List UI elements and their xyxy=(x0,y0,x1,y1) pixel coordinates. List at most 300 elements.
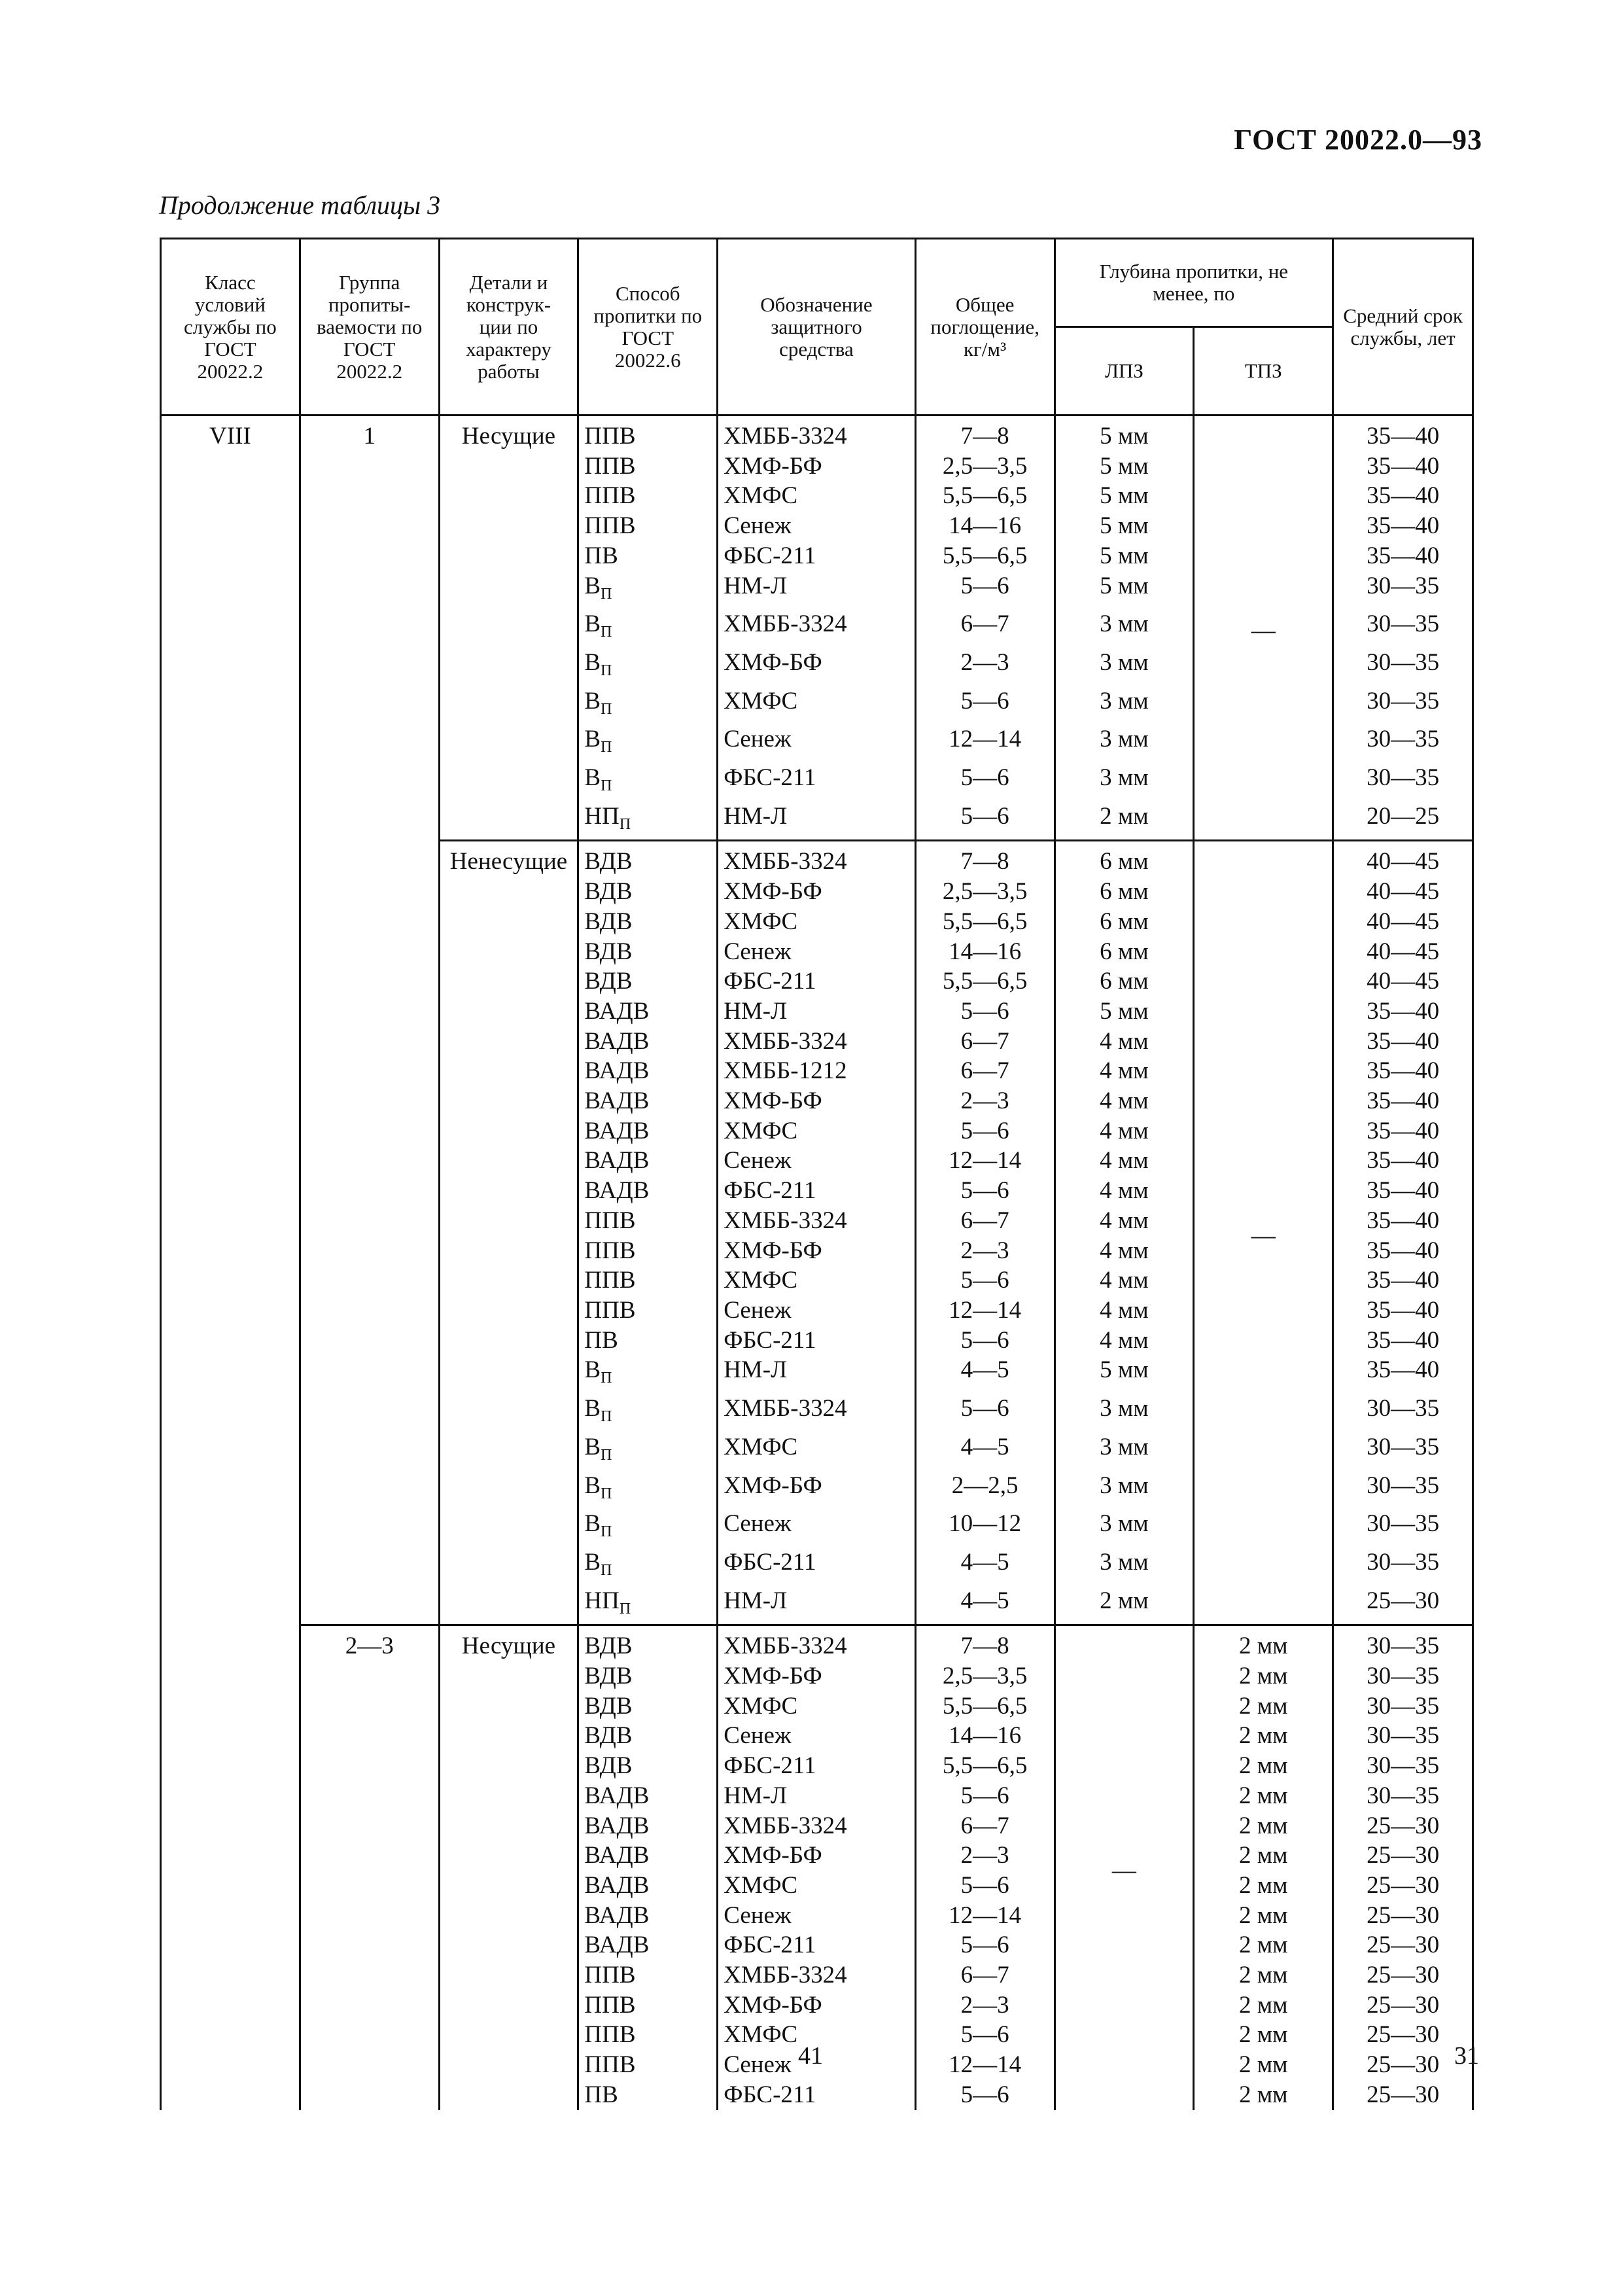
cell-agent: ФБС-211 xyxy=(718,1176,916,1206)
method-text: В xyxy=(584,1548,601,1576)
cell-agent: ХМББ-3324 xyxy=(718,1625,916,1661)
method-text: ППВ xyxy=(584,2021,636,2049)
cell-lpz: 3 мм xyxy=(1055,1509,1194,1547)
header-method: Способ пропитки по ГОСТ 20022.6 xyxy=(578,239,718,415)
table-row xyxy=(161,1625,1473,1661)
method-subscript: П xyxy=(619,1600,631,1617)
cell-absorption: 12—14 xyxy=(915,1901,1055,1931)
method-text: ВАДВ xyxy=(584,1057,650,1085)
cell-absorption: 2—3 xyxy=(915,648,1055,686)
method-text: ППВ xyxy=(584,1267,636,1294)
cell-absorption: 12—14 xyxy=(915,1296,1055,1326)
cell-lpz: 5 мм xyxy=(1055,451,1194,482)
cell-agent: ХМФ-БФ xyxy=(718,1661,916,1691)
cell-agent: ФБС-211 xyxy=(718,1326,916,1356)
cell-absorption: 14—16 xyxy=(915,1721,1055,1751)
cell-method xyxy=(578,1116,718,1146)
method-text: ВДВ xyxy=(584,1692,633,1720)
cell-agent: ФБС-211 xyxy=(718,763,916,802)
impregnation-table xyxy=(160,238,1474,2110)
cell-absorption: 5—6 xyxy=(915,2020,1055,2050)
method-text: ВАДВ xyxy=(584,1901,650,1929)
cell-lpz: 3 мм xyxy=(1055,1471,1194,1510)
cell-agent: ХМФС xyxy=(718,1432,916,1471)
cell-absorption: 6—7 xyxy=(915,1056,1055,1086)
cell-agent: ФБС-211 xyxy=(718,541,916,571)
cell-lpz-dash: — xyxy=(1055,1625,1194,2110)
cell-lpz: 3 мм xyxy=(1055,686,1194,725)
cell-absorption: 2—3 xyxy=(915,1990,1055,2021)
cell-agent: ХМФ-БФ xyxy=(718,877,916,907)
cell-lpz: 6 мм xyxy=(1055,937,1194,967)
cell-agent: Сенеж xyxy=(718,1901,916,1931)
cell-absorption: 5—6 xyxy=(915,1871,1055,1901)
method-text: ВДВ xyxy=(584,1722,633,1750)
cell-life: 35—40 xyxy=(1333,1265,1473,1296)
cell-absorption: 5—6 xyxy=(915,1781,1055,1811)
method-text: В xyxy=(584,1472,601,1499)
cell-tpz: 2 мм xyxy=(1194,1960,1333,1990)
cell-lpz: 2 мм xyxy=(1055,802,1194,841)
cell-tpz: 2 мм xyxy=(1194,1990,1333,2021)
cell-lpz: 6 мм xyxy=(1055,966,1194,997)
cell-lpz: 5 мм xyxy=(1055,421,1194,451)
cell-tpz: 2 мм xyxy=(1194,1661,1333,1691)
method-text: ВАДВ xyxy=(584,1177,650,1205)
cell-lpz: 2 мм xyxy=(1055,1586,1194,1625)
method-subscript: П xyxy=(619,815,631,833)
method-text: ВАДВ xyxy=(584,1932,650,1959)
cell-tpz: 2 мм xyxy=(1194,1781,1333,1811)
cell-agent: ХМФ-БФ xyxy=(718,1236,916,1266)
cell-lpz: 6 мм xyxy=(1055,841,1194,877)
cell-absorption: 5—6 xyxy=(915,763,1055,802)
cell-absorption: 6—7 xyxy=(915,1960,1055,1990)
cell-absorption: 5—6 xyxy=(915,571,1055,610)
cell-agent: ХМББ-3324 xyxy=(718,841,916,877)
cell-absorption: 6—7 xyxy=(915,1027,1055,1057)
method-text: ППВ xyxy=(584,1296,636,1324)
cell-life: 20—25 xyxy=(1333,802,1473,841)
cell-method xyxy=(578,2080,718,2110)
method-text: ППВ xyxy=(584,1207,636,1234)
cell-life: 35—40 xyxy=(1333,1146,1473,1176)
cell-agent: НМ-Л xyxy=(718,802,916,841)
cell-method xyxy=(578,648,718,686)
cell-absorption: 12—14 xyxy=(915,2050,1055,2080)
cell-method xyxy=(578,724,718,763)
cell-method xyxy=(578,451,718,482)
page-number-center: 41 xyxy=(798,2042,823,2070)
cell-lpz: 5 мм xyxy=(1055,511,1194,541)
method-text: ВДВ xyxy=(584,878,633,906)
cell-life: 40—45 xyxy=(1333,877,1473,907)
cell-lpz: 3 мм xyxy=(1055,1394,1194,1432)
cell-lpz: 6 мм xyxy=(1055,907,1194,937)
header-depth: Глубина пропитки, не менее, по xyxy=(1055,239,1333,327)
cell-life: 30—35 xyxy=(1333,1751,1473,1781)
cell-method xyxy=(578,1086,718,1116)
cell-absorption: 4—5 xyxy=(915,1586,1055,1625)
cell-life: 35—40 xyxy=(1333,1236,1473,1266)
cell-lpz: 4 мм xyxy=(1055,1206,1194,1236)
cell-life: 35—40 xyxy=(1333,451,1473,482)
method-text: ВДВ xyxy=(584,1633,633,1660)
cell-method xyxy=(578,937,718,967)
cell-life: 40—45 xyxy=(1333,907,1473,937)
cell-lpz: 4 мм xyxy=(1055,1116,1194,1146)
cell-method xyxy=(578,1471,718,1510)
cell-agent: Сенеж xyxy=(718,1296,916,1326)
cell-method xyxy=(578,1146,718,1176)
cell-agent: ФБС-211 xyxy=(718,2080,916,2110)
cell-life: 35—40 xyxy=(1333,1296,1473,1326)
cell-method xyxy=(578,841,718,877)
cell-tpz: 2 мм xyxy=(1194,1691,1333,1722)
cell-life: 35—40 xyxy=(1333,481,1473,511)
method-text: ВАДВ xyxy=(584,1147,650,1174)
cell-method xyxy=(578,1751,718,1781)
cell-method xyxy=(578,1394,718,1432)
cell-life: 25—30 xyxy=(1333,1586,1473,1625)
cell-agent: НМ-Л xyxy=(718,1781,916,1811)
cell-agent: НМ-Л xyxy=(718,1355,916,1394)
cell-method xyxy=(578,1871,718,1901)
header-absorption: Общее поглощение, кг/м³ xyxy=(915,239,1055,415)
cell-absorption: 5—6 xyxy=(915,997,1055,1027)
cell-lpz: 4 мм xyxy=(1055,1086,1194,1116)
page-number-right: 31 xyxy=(1454,2042,1479,2070)
cell-life: 30—35 xyxy=(1333,1509,1473,1547)
cell-life: 30—35 xyxy=(1333,1394,1473,1432)
method-text: ППВ xyxy=(584,452,636,480)
cell-agent: ХМББ-1212 xyxy=(718,1056,916,1086)
cell-life: 25—30 xyxy=(1333,1901,1473,1931)
cell-absorption: 2—2,5 xyxy=(915,1471,1055,1510)
method-text: В xyxy=(584,1433,601,1460)
method-text: ВАДВ xyxy=(584,1782,650,1809)
method-text: В xyxy=(584,726,601,753)
method-text: ВАДВ xyxy=(584,1871,650,1899)
method-text: В xyxy=(584,1395,601,1422)
cell-agent: ХМББ-3324 xyxy=(718,1206,916,1236)
cell-agent: ХМФ-БФ xyxy=(718,648,916,686)
cell-lpz: 3 мм xyxy=(1055,648,1194,686)
cell-absorption: 5—6 xyxy=(915,2080,1055,2110)
cell-life: 25—30 xyxy=(1333,1990,1473,2021)
cell-lpz: 5 мм xyxy=(1055,1355,1194,1394)
cell-method xyxy=(578,686,718,725)
cell-life: 30—35 xyxy=(1333,571,1473,610)
header-tpz: ТПЗ xyxy=(1194,327,1333,415)
cell-method xyxy=(578,1781,718,1811)
cell-agent: ХМФ-БФ xyxy=(718,1471,916,1510)
method-text: ППВ xyxy=(584,1237,636,1264)
cell-absorption: 10—12 xyxy=(915,1509,1055,1547)
method-text: ВДВ xyxy=(584,848,633,875)
cell-lpz: 4 мм xyxy=(1055,1027,1194,1057)
cell-agent: Сенеж xyxy=(718,937,916,967)
cell-method xyxy=(578,763,718,802)
cell-absorption: 6—7 xyxy=(915,1811,1055,1841)
cell-tpz: 2 мм xyxy=(1194,1811,1333,1841)
method-subscript: П xyxy=(601,777,612,795)
cell-agent: ХМФ-БФ xyxy=(718,451,916,482)
cell-absorption: 5,5—6,5 xyxy=(915,541,1055,571)
cell-method xyxy=(578,1206,718,1236)
header-group: Группа пропиты- ваемости по ГОСТ 20022.2 xyxy=(300,239,439,415)
cell-agent: Сенеж xyxy=(718,1721,916,1751)
cell-absorption: 5—6 xyxy=(915,1116,1055,1146)
cell-tpz: 2 мм xyxy=(1194,2050,1333,2080)
cell-agent: Сенеж xyxy=(718,1509,916,1547)
cell-agent: ХМББ-3324 xyxy=(718,1394,916,1432)
cell-life: 35—40 xyxy=(1333,1326,1473,1356)
cell-absorption: 6—7 xyxy=(915,609,1055,648)
method-subscript: П xyxy=(601,624,612,641)
cell-method xyxy=(578,1841,718,1871)
cell-lpz: 5 мм xyxy=(1055,541,1194,571)
cell-method xyxy=(578,1691,718,1722)
cell-absorption: 5—6 xyxy=(915,1930,1055,1960)
cell-method xyxy=(578,1586,718,1625)
method-text: ВАДВ xyxy=(584,1087,650,1115)
cell-method xyxy=(578,1661,718,1691)
method-text: ППВ xyxy=(584,423,636,450)
cell-details: Несущие xyxy=(439,1625,578,2110)
method-text: НП xyxy=(584,802,620,830)
cell-absorption: 7—8 xyxy=(915,841,1055,877)
cell-method xyxy=(578,802,718,841)
cell-method xyxy=(578,1056,718,1086)
cell-agent: ХМФС xyxy=(718,481,916,511)
cell-tpz: 2 мм xyxy=(1194,2020,1333,2050)
method-text: ВДВ xyxy=(584,1663,633,1690)
cell-lpz: 4 мм xyxy=(1055,1265,1194,1296)
cell-tpz: 2 мм xyxy=(1194,1871,1333,1901)
method-text: ВАДВ xyxy=(584,1812,650,1839)
cell-agent: ХМФ-БФ xyxy=(718,1086,916,1116)
cell-absorption: 4—5 xyxy=(915,1547,1055,1586)
cell-method xyxy=(578,2050,718,2080)
method-text: В xyxy=(584,1356,601,1384)
cell-lpz: 3 мм xyxy=(1055,609,1194,648)
cell-absorption: 2,5—3,5 xyxy=(915,1661,1055,1691)
cell-agent: ХМФС xyxy=(718,1265,916,1296)
cell-life: 35—40 xyxy=(1333,1056,1473,1086)
cell-agent: ХМФС xyxy=(718,907,916,937)
method-subscript: П xyxy=(601,1446,612,1464)
cell-life: 35—40 xyxy=(1333,1206,1473,1236)
cell-agent: ХМББ-3324 xyxy=(718,421,916,451)
cell-lpz: 3 мм xyxy=(1055,763,1194,802)
cell-absorption: 7—8 xyxy=(915,1625,1055,1661)
cell-life: 25—30 xyxy=(1333,2020,1473,2050)
cell-life: 25—30 xyxy=(1333,2080,1473,2110)
cell-agent: Сенеж xyxy=(718,724,916,763)
method-text: ВДВ xyxy=(584,1752,633,1780)
cell-life: 35—40 xyxy=(1333,1116,1473,1146)
cell-absorption: 2—3 xyxy=(915,1236,1055,1266)
cell-absorption: 14—16 xyxy=(915,937,1055,967)
method-text: В xyxy=(584,1510,601,1538)
cell-life: 40—45 xyxy=(1333,937,1473,967)
method-subscript: П xyxy=(601,739,612,756)
cell-agent: НМ-Л xyxy=(718,997,916,1027)
cell-tpz-dash: — xyxy=(1194,421,1333,841)
cell-life: 25—30 xyxy=(1333,1960,1473,1990)
cell-agent: Сенеж xyxy=(718,1146,916,1176)
table-body xyxy=(161,421,1473,2110)
cell-life: 30—35 xyxy=(1333,648,1473,686)
cell-method xyxy=(578,511,718,541)
cell-absorption: 5,5—6,5 xyxy=(915,1751,1055,1781)
cell-life: 25—30 xyxy=(1333,2050,1473,2080)
method-text: ППВ xyxy=(584,512,636,540)
cell-agent: Сенеж xyxy=(718,511,916,541)
header-life: Средний срок службы, лет xyxy=(1333,239,1473,415)
cell-method xyxy=(578,421,718,451)
cell-agent: ХМФС xyxy=(718,2020,916,2050)
method-text: ПВ xyxy=(584,2081,618,2108)
cell-agent: ХМББ-3324 xyxy=(718,1027,916,1057)
cell-method xyxy=(578,1960,718,1990)
cell-lpz: 4 мм xyxy=(1055,1236,1194,1266)
cell-absorption: 7—8 xyxy=(915,421,1055,451)
method-text: В xyxy=(584,687,601,715)
method-text: ВДВ xyxy=(584,908,633,935)
cell-agent: НМ-Л xyxy=(718,1586,916,1625)
cell-agent: ХМББ-3324 xyxy=(718,1960,916,1990)
cell-group: 1 xyxy=(300,421,439,1625)
method-text: В xyxy=(584,648,601,676)
method-text: В xyxy=(584,610,601,638)
cell-lpz: 3 мм xyxy=(1055,724,1194,763)
cell-absorption: 12—14 xyxy=(915,724,1055,763)
cell-lpz: 4 мм xyxy=(1055,1146,1194,1176)
cell-absorption: 5—6 xyxy=(915,802,1055,841)
cell-lpz: 3 мм xyxy=(1055,1547,1194,1586)
cell-life: 30—35 xyxy=(1333,609,1473,648)
cell-tpz-dash: — xyxy=(1194,841,1333,1625)
cell-life: 30—35 xyxy=(1333,724,1473,763)
cell-agent: ХМФС xyxy=(718,1116,916,1146)
cell-agent: ХМФС xyxy=(718,1871,916,1901)
cell-method xyxy=(578,1547,718,1586)
method-subscript: П xyxy=(601,1369,612,1387)
cell-method xyxy=(578,541,718,571)
method-text: ППВ xyxy=(584,1991,636,2019)
method-text: ВДВ xyxy=(584,938,633,965)
method-text: ПВ xyxy=(584,542,618,569)
cell-life: 35—40 xyxy=(1333,997,1473,1027)
cell-agent: ХМББ-3324 xyxy=(718,1811,916,1841)
cell-life: 30—35 xyxy=(1333,686,1473,725)
cell-method xyxy=(578,1930,718,1960)
method-text: ВДВ xyxy=(584,968,633,995)
cell-absorption: 2,5—3,5 xyxy=(915,451,1055,482)
method-subscript: П xyxy=(601,700,612,718)
cell-lpz: 4 мм xyxy=(1055,1296,1194,1326)
cell-absorption: 6—7 xyxy=(915,1206,1055,1236)
cell-life: 30—35 xyxy=(1333,1547,1473,1586)
cell-agent: Сенеж xyxy=(718,2050,916,2080)
method-text: ВАДВ xyxy=(584,1842,650,1869)
cell-life: 30—35 xyxy=(1333,1781,1473,1811)
cell-life: 25—30 xyxy=(1333,1811,1473,1841)
cell-method xyxy=(578,997,718,1027)
table-row xyxy=(161,421,1473,451)
cell-life: 25—30 xyxy=(1333,1930,1473,1960)
method-subscript: П xyxy=(601,1561,612,1579)
cell-agent: ФБС-211 xyxy=(718,1547,916,1586)
cell-lpz: 6 мм xyxy=(1055,877,1194,907)
cell-class: VIII xyxy=(161,421,300,2110)
method-subscript: П xyxy=(601,662,612,679)
cell-method xyxy=(578,1176,718,1206)
cell-tpz: 2 мм xyxy=(1194,1930,1333,1960)
cell-details: Ненесущие xyxy=(439,841,578,1625)
cell-tpz: 2 мм xyxy=(1194,1841,1333,1871)
cell-absorption: 5—6 xyxy=(915,1326,1055,1356)
cell-lpz: 5 мм xyxy=(1055,481,1194,511)
cell-details: Несущие xyxy=(439,421,578,841)
cell-life: 40—45 xyxy=(1333,966,1473,997)
header-details: Детали и конструк- ции по характеру работы xyxy=(439,239,578,415)
cell-life: 30—35 xyxy=(1333,1721,1473,1751)
cell-agent: ХМФ-БФ xyxy=(718,1841,916,1871)
method-subscript: П xyxy=(601,1523,612,1541)
cell-lpz: 4 мм xyxy=(1055,1056,1194,1086)
cell-method xyxy=(578,609,718,648)
cell-life: 25—30 xyxy=(1333,1871,1473,1901)
cell-life: 30—35 xyxy=(1333,1661,1473,1691)
cell-method xyxy=(578,1901,718,1931)
method-text: ВАДВ xyxy=(584,1117,650,1144)
cell-tpz: 2 мм xyxy=(1194,1751,1333,1781)
cell-method xyxy=(578,966,718,997)
cell-method xyxy=(578,1027,718,1057)
table-caption: Продолжение таблицы 3 xyxy=(159,190,441,220)
cell-absorption: 5,5—6,5 xyxy=(915,481,1055,511)
cell-agent: ХМФ-БФ xyxy=(718,1990,916,2021)
cell-lpz: 5 мм xyxy=(1055,997,1194,1027)
cell-absorption: 5—6 xyxy=(915,1265,1055,1296)
header-lpz: ЛПЗ xyxy=(1055,327,1194,415)
cell-method xyxy=(578,877,718,907)
cell-life: 30—35 xyxy=(1333,763,1473,802)
cell-life: 30—35 xyxy=(1333,1471,1473,1510)
method-text: В xyxy=(584,572,601,599)
cell-absorption: 2—3 xyxy=(915,1841,1055,1871)
document-code: ГОСТ 20022.0—93 xyxy=(1234,124,1482,156)
cell-life: 35—40 xyxy=(1333,421,1473,451)
cell-absorption: 14—16 xyxy=(915,511,1055,541)
cell-absorption: 5—6 xyxy=(915,1394,1055,1432)
method-text: ПВ xyxy=(584,1326,618,1354)
method-subscript: П xyxy=(601,1485,612,1502)
cell-method xyxy=(578,571,718,610)
cell-group: 2—3 xyxy=(300,1625,439,2110)
cell-absorption: 4—5 xyxy=(915,1355,1055,1394)
cell-absorption: 4—5 xyxy=(915,1432,1055,1471)
cell-agent: ФБС-211 xyxy=(718,966,916,997)
cell-life: 35—40 xyxy=(1333,511,1473,541)
cell-method xyxy=(578,1236,718,1266)
method-subscript: П xyxy=(601,1408,612,1426)
cell-method xyxy=(578,2020,718,2050)
method-text: ВАДВ xyxy=(584,997,650,1025)
